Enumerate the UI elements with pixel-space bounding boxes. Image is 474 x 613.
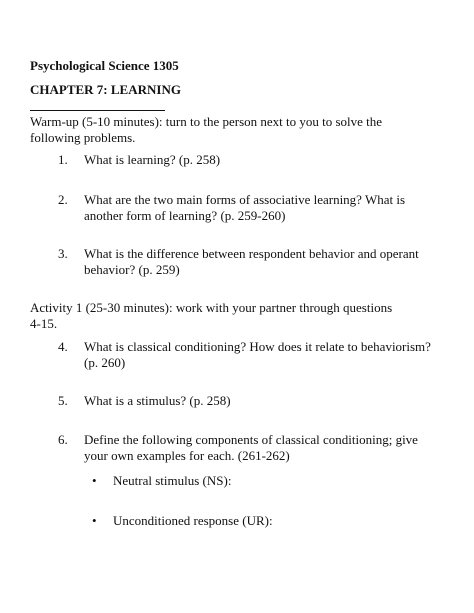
course-title: Psychological Science 1305	[30, 58, 179, 73]
activity1-intro-line-1: Activity 1 (25-30 minutes): work with your partner through questions	[30, 300, 393, 315]
question-text-line: (p. 260)	[84, 355, 126, 370]
warmup-intro-line-1: Warm-up (5-10 minutes): turn to the person next to you to solve the	[30, 114, 383, 129]
warmup-intro-line-2: following problems.	[30, 130, 136, 145]
question-text-line: What are the two main forms of associative learning? What is	[84, 192, 406, 207]
bullet-text: Unconditioned response (UR):	[113, 513, 273, 528]
question-text-line: your own examples for each. (261-262)	[84, 448, 290, 463]
activity1-intro-line-2: 4-15.	[30, 316, 58, 331]
question-text-line: What is a stimulus? (p. 258)	[84, 393, 231, 408]
question-number: 5.	[58, 393, 68, 408]
question-text-line: another form of learning? (p. 259-260)	[84, 208, 286, 223]
chapter-title: CHAPTER 7: LEARNING	[30, 82, 181, 97]
question-number: 1.	[58, 152, 68, 167]
question-text-line: behavior? (p. 259)	[84, 262, 180, 277]
question-number: 4.	[58, 339, 68, 354]
question-number: 3.	[58, 246, 68, 261]
question-text-line: Define the following components of classical conditioning; give	[84, 432, 418, 447]
question-text-line: What is the difference between respondent behavior and operant	[84, 246, 419, 261]
title-underline	[30, 110, 165, 111]
question-number: 6.	[58, 432, 68, 447]
question-number: 2.	[58, 192, 68, 207]
bullet-dot-icon: •	[92, 513, 97, 528]
bullet-dot-icon: •	[92, 473, 97, 488]
question-text-line: What is learning? (p. 258)	[84, 152, 221, 167]
question-text-line: What is classical conditioning? How does it relate to behaviorism?	[84, 339, 431, 354]
bullet-text: Neutral stimulus (NS):	[113, 473, 232, 488]
